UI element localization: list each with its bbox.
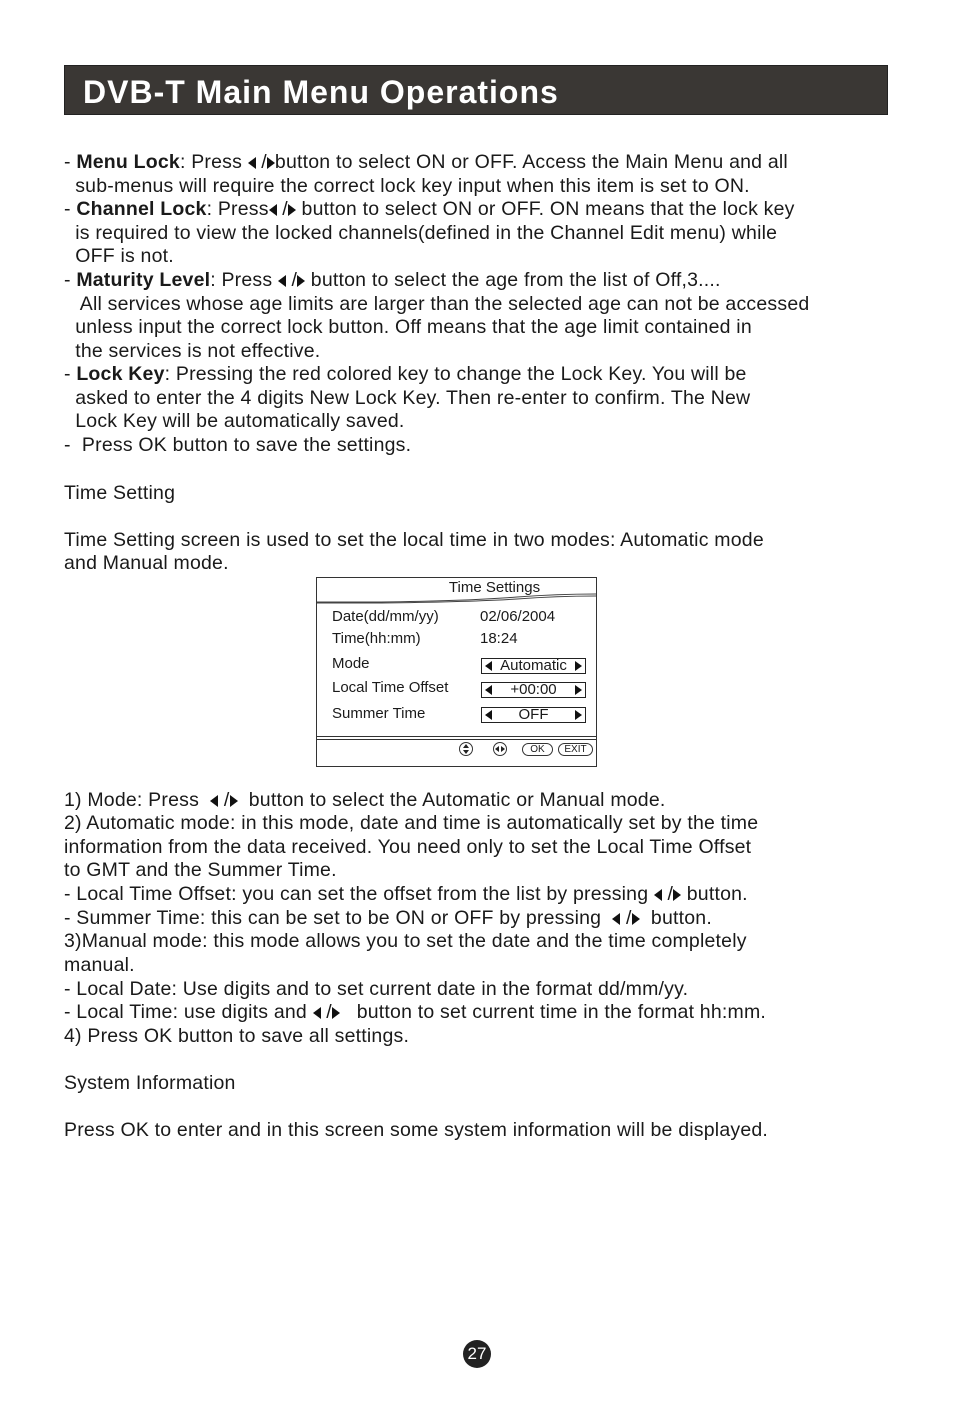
menu-lock-item: - Menu Lock: Press / button to select ON or OFF. Access the Main Menu and all bbox=[64, 151, 788, 173]
mode-selector[interactable]: Automatic bbox=[481, 658, 586, 674]
lock-key-desc: asked to enter the 4 digits New Lock Key. Then re-enter to confirm. The New bbox=[64, 387, 751, 409]
manual-mode-text: 3)Manual mode: this mode allows you to set the date and the time completely bbox=[64, 930, 747, 952]
offset-instruction: - Local Time Offset: you can set the offset from the list by pressing / button. bbox=[64, 883, 748, 905]
maturity-level-desc-3: the services is not effective. bbox=[64, 340, 321, 362]
time-value[interactable]: 18:24 bbox=[480, 630, 518, 647]
exit-button[interactable]: EXIT bbox=[558, 743, 593, 756]
dialog-title: Time Settings bbox=[448, 579, 541, 596]
ok-button[interactable]: OK bbox=[522, 743, 553, 756]
channel-lock-label: Channel Lock bbox=[76, 198, 207, 220]
menu-lock-label: Menu Lock bbox=[76, 151, 180, 173]
left-arrow-icon[interactable] bbox=[485, 661, 492, 671]
channel-lock-desc-2: OFF is not. bbox=[64, 245, 174, 267]
right-arrow-icon[interactable] bbox=[575, 661, 582, 671]
lock-key-desc-2: Lock Key will be automatically saved. bbox=[64, 410, 405, 432]
left-right-arrows-icon: / bbox=[278, 269, 305, 293]
left-right-arrows-icon: / bbox=[269, 198, 296, 222]
automatic-mode-text-3: to GMT and the Summer Time. bbox=[64, 859, 337, 881]
mode-instruction: 1) Mode: Press / button to select the Automatic or Manual mode. bbox=[64, 789, 666, 811]
right-arrow-icon[interactable] bbox=[575, 685, 582, 695]
left-right-arrows-icon: / bbox=[248, 151, 275, 175]
date-value[interactable]: 02/06/2004 bbox=[480, 608, 556, 625]
menu-lock-desc: sub-menus will require the correct lock key input when this item is set to ON. bbox=[64, 175, 750, 197]
left-arrow-icon[interactable] bbox=[485, 685, 492, 695]
channel-lock-item: - Channel Lock: Press / button to select ON or OFF. ON means that the lock key bbox=[64, 198, 795, 220]
offset-label: Local Time Offset bbox=[332, 679, 449, 696]
time-settings-dialog bbox=[316, 577, 597, 767]
page-title: DVB-T Main Menu Operations bbox=[83, 74, 559, 110]
time-setting-heading: Time Setting bbox=[64, 482, 176, 504]
summer-time-selector[interactable]: OFF bbox=[481, 707, 586, 723]
system-info-text: Press OK to enter and in this screen some system information will be displayed. bbox=[64, 1119, 769, 1141]
time-setting-intro-2: and Manual mode. bbox=[64, 552, 229, 574]
page-header bbox=[64, 65, 888, 115]
left-right-arrows-icon: / bbox=[210, 789, 237, 813]
local-date-instruction: - Local Date: Use digits and to set current date in the format dd/mm/yy. bbox=[64, 978, 689, 1000]
summer-time-label: Summer Time bbox=[332, 705, 426, 722]
maturity-level-desc-2: unless input the correct lock button. Off means that the age limit contained in bbox=[64, 316, 752, 338]
lock-key-item: - Lock Key: Pressing the red colored key to change the Lock Key. You will be bbox=[64, 363, 747, 385]
system-info-heading: System Information bbox=[64, 1072, 236, 1094]
left-arrow-icon[interactable] bbox=[485, 710, 492, 720]
title-curve-decoration bbox=[317, 592, 596, 604]
lock-key-label: Lock Key bbox=[76, 363, 165, 385]
right-arrow-icon[interactable] bbox=[575, 710, 582, 720]
manual-mode-text-2: manual. bbox=[64, 954, 135, 976]
automatic-mode-text: 2) Automatic mode: in this mode, date and time is automatically set by the time bbox=[64, 812, 759, 834]
dialog-footer-divider bbox=[317, 736, 596, 737]
save-settings-line: - Press OK button to save the settings. bbox=[64, 434, 412, 456]
maturity-level-label: Maturity Level bbox=[76, 269, 211, 291]
page-number: 27 bbox=[463, 1340, 491, 1368]
channel-lock-desc: is required to view the locked channels(defined in the Channel Edit menu) while bbox=[64, 222, 778, 244]
automatic-mode-text-2: information from the data received. You need only to set the Local Time Offset bbox=[64, 836, 752, 858]
press-ok-instruction: 4) Press OK button to save all settings. bbox=[64, 1025, 410, 1047]
maturity-level-desc: All services whose age limits are larger than the selected age can not be accessed bbox=[64, 293, 810, 315]
date-label: Date(dd/mm/yy) bbox=[332, 608, 439, 625]
mode-label: Mode bbox=[332, 655, 370, 672]
maturity-level-item: - Maturity Level: Press / button to select the age from the list of Off,3.... bbox=[64, 269, 721, 291]
left-right-arrows-icon: / bbox=[313, 1001, 340, 1025]
left-right-nav-icon bbox=[493, 742, 507, 756]
left-right-arrows-icon: / bbox=[612, 907, 639, 931]
time-setting-intro: Time Setting screen is used to set the local time in two modes: Automatic mode bbox=[64, 529, 764, 551]
left-right-arrows-icon: / bbox=[654, 883, 681, 907]
up-down-nav-icon bbox=[459, 742, 473, 756]
time-label: Time(hh:mm) bbox=[332, 630, 421, 647]
local-time-instruction: - Local Time: use digits and / button to set current time in the format hh:mm. bbox=[64, 1001, 767, 1023]
summer-instruction: - Summer Time: this can be set to be ON or OFF by pressing / button. bbox=[64, 907, 712, 929]
offset-selector[interactable]: +00:00 bbox=[481, 682, 586, 698]
